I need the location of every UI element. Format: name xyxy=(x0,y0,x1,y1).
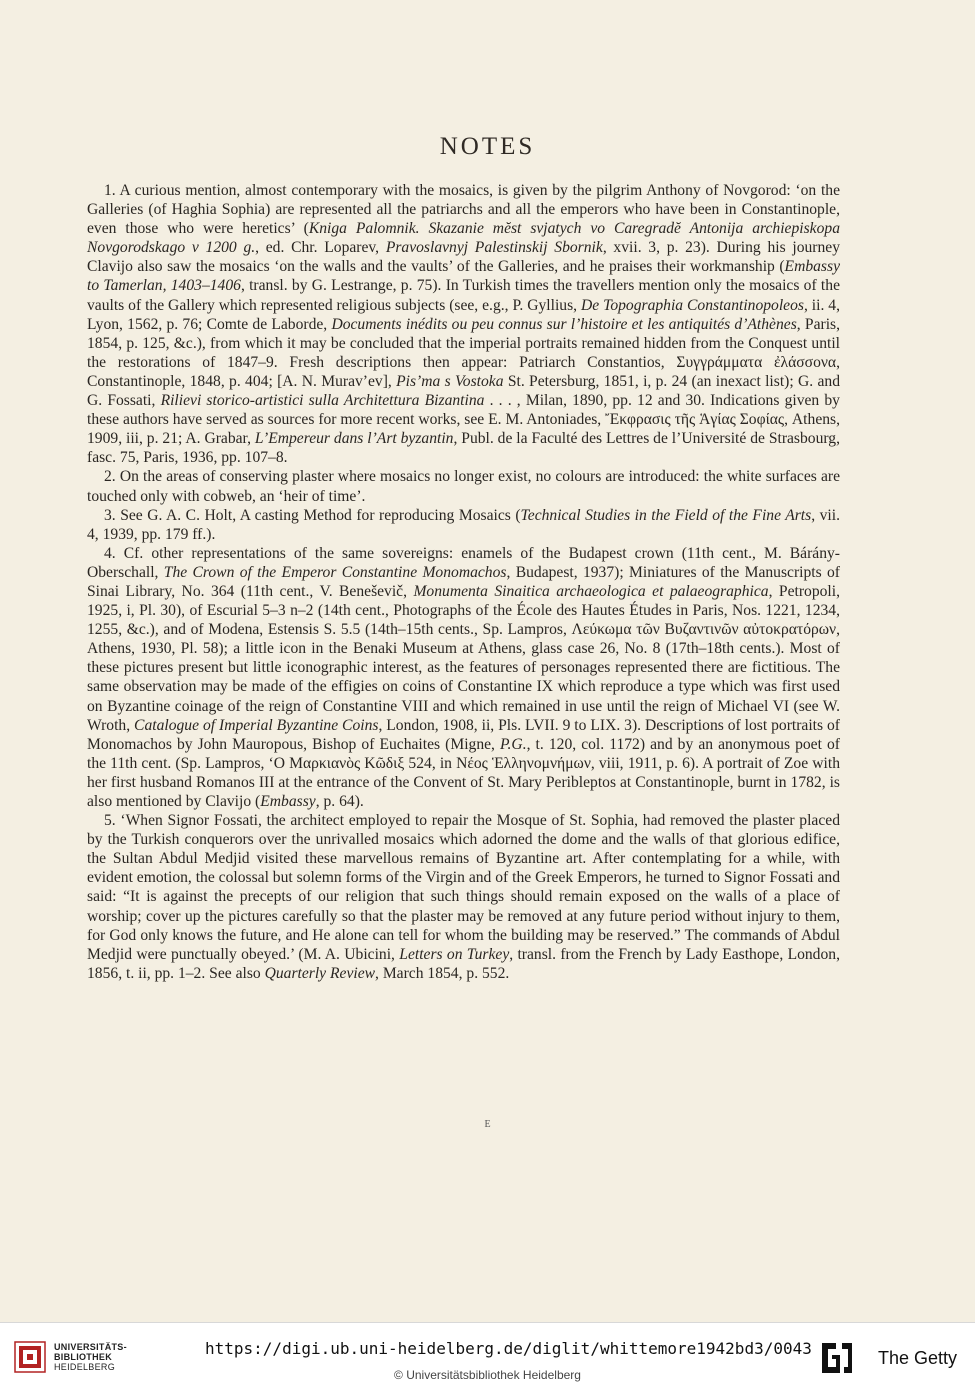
note-text: , p. 64). xyxy=(315,793,364,810)
italic-title: Monumenta Sinaitica archaeologica et palaeographica xyxy=(413,582,769,600)
note-text: 3. See G. A. C. Holt, A casting Method for reproducing Mosaics ( xyxy=(104,506,521,524)
viewer-footer xyxy=(0,1322,975,1395)
getty-logo-icon xyxy=(818,1339,856,1377)
italic-title: Kniga Palomnik. Skazanie mĕst svjatych vo Caregradĕ Antonija archiepiskopa Novgorodskago v 1200 g. xyxy=(87,220,840,257)
library-name-line-1: UNIVERSITÄTS- xyxy=(54,1342,127,1352)
note-text: 1. A curious mention, almost contemporary with the mosaics, is given by the pilgrim Anthony of Novgorod: ‘on the Galleries (of Haghia Sophia) are represented all the patriarchs and all the emperors who have been in Constantinople, even those who were heretics’ ( xyxy=(87,182,840,238)
note-text: , t. 120, col. 1172) and by an anonymous poet of the 11th cent. (Sp. Lampros, ‘Ο Μαρκιανὸς Κῶδιξ 524, in Νέος Ἑλληνομνήμων, viii, 1911, p. 6). A portrait of Zoe with her first husband Romanos III at the entrance of the Convent of St. Mary Peribleptos at Constantinople, burnt in 1782, is also mentioned by Clavijo ( xyxy=(87,735,840,810)
note-text: , London, 1908, ii, Pls. LVII. 9 to LIX. 3). Descriptions of lost portraits of Monomachos by John Mauropous, Bishop of Euchaites (Migne, xyxy=(87,716,840,753)
note-text: , ed. Chr. Loparev, xyxy=(255,239,386,257)
note-text: , transl. by G. Lestrange, p. 75). In Turkish times the travellers mention only the mosaics of the vaults of the Gallery which represented religious subjects (see, e.g., P. Gyllius, xyxy=(87,277,840,314)
library-name-line-2: BIBLIOTHEK xyxy=(54,1352,112,1362)
library-name-line-3: HEIDELBERG xyxy=(54,1362,116,1372)
note-text: 5. ‘When Signor Fossati, the architect employed to repair the Mosque of St. Sophia, had removed the plaster placed by the Turkish conquerors over the unrivalled mosaics which adorned the dome and the walls of that glorious edifice, the Sultan Abdul Medjid visited these marvellous remains of Byzantine art. After contemplating for a while, with evident emotion, the colossal but solemn forms of the Virgin and of the Greek Emperors, he turned to Signor Fossati and said: “It is against the precepts of our religion that such things should remain exposed on the walls of a place of worship; cover up the pictures carefully so that the plaster may be removed at any future period without injury to them, for God only knows the future, and He alone can tell for whom the building may be reserved.” The commands of Abdul Medjid were punctually obeyed.’ (M. A. Ubicini, xyxy=(87,812,840,963)
italic-title: Embassy to Tamerlan, 1403–1406 xyxy=(87,258,840,295)
italic-title: De Topographia Constantinopoleos xyxy=(580,296,804,314)
note-text: , Publ. de la Faculté des Lettres de l’Université de Strasbourg, fasc. 75, Paris, 1936, pp. 107–8. xyxy=(87,430,841,467)
note-text: , Budapest, 1937); Miniatures of the Manuscripts of Sinai Library, No. 364 (11th cent., V. Beneševič, xyxy=(87,563,840,600)
italic-title: Quarterly Review xyxy=(264,964,376,982)
note-text: 2. On the areas of conserving plaster where mosaics no longer exist, no colours are introduced: the white surfaces are touched only with cobweb, an ‘heir of time’. xyxy=(87,468,840,505)
note-3 xyxy=(87,506,840,544)
page-title: NOTES xyxy=(439,133,536,160)
permalink-url[interactable]: https://digi.ub.uni-heidelberg.de/diglit/whittemore1942bd3/0043 xyxy=(205,1339,812,1358)
note-4 xyxy=(87,544,840,811)
italic-title: Technical Studies in the Field of the Fine Arts xyxy=(520,506,812,524)
note-text: , xvii. 3, p. 23). During his journey Clavijo also saw the mosaics ‘on the walls and the vaults’ of the Galleries, and he praises their workmanship ( xyxy=(87,239,840,276)
note-text: , transl. from the French by Lady Easthope, London, 1856, t. ii, pp. 1–2. See also xyxy=(87,945,840,982)
italic-title: Letters on Turkey xyxy=(399,945,510,963)
notes-body xyxy=(87,181,840,983)
note-text: . . . , Milan, 1890, pp. 12 and 30. Indications given by these authors have served as sources for more recent works, see E. M. Antoniades, Ἔκφρασις τῆς Ἁγίας Σοφίας, Athens, 1909, iii, p. 21; A. Grabar, xyxy=(87,392,840,448)
italic-title: L’Empereur dans l’Art byzantin xyxy=(254,430,454,448)
note-text: 4. Cf. other representations of the same sovereigns: enamels of the Budapest crown (11th cent., M. Bárány-Oberschall, xyxy=(87,544,840,581)
italic-title: Embassy xyxy=(260,793,316,810)
note-text: , March 1854, p. 552. xyxy=(375,964,510,982)
note-5 xyxy=(87,811,840,983)
italic-title: Documents inédits ou peu connus sur l’histoire et les antiquités d’Athènes xyxy=(331,315,797,333)
printer-signature: E xyxy=(484,1119,491,1130)
italic-title: Catalogue of Imperial Byzantine Coins xyxy=(134,716,379,734)
italic-title: Pis’ma s Vostoka xyxy=(396,372,504,390)
italic-title: Pravoslavnyj Palestinskij Sbornik xyxy=(385,239,603,257)
note-text: St. Petersburg, 1851, i, p. 24 (an inexact list); G. and G. Fossati, xyxy=(87,372,840,410)
copyright-notice: © Universitätsbibliothek Heidelberg xyxy=(394,1368,581,1382)
note-text: , Petropoli, 1925, i, Pl. 30), of Escurial 5–3 n–2 (14th cent., Photographs of the École des Hautes Études in Paris, Nos. 1221, 1234, 1255, &c.), and of Modena, Estensis S. 5.5 (14th–15th cents., Sp. Lampros, Λεύκωμα τῶν Βυζαντινῶν αὐτοκρατόρων, Athens, 1930, Pl. 58); a little icon in the Benaki Museum at Athens, glass case 26, No. 8 (17th–18th cents.). Most of these pictures present but little iconographic interest, as the features of personages represented there are fictitious. The same observation may be made of the effigies on coins of Constantine IX which reproduce a type which was first used on Byzantine coinage of the reign of Constantine VIII and which remained in use until the reign of Michael VI (see W. Wroth, xyxy=(87,582,840,734)
note-text: , vii. 4, 1939, pp. 179 ff.). xyxy=(87,506,840,543)
getty-name: The Getty xyxy=(878,1348,958,1368)
note-text: , Paris, 1854, p. 125, &c.), from which it may be concluded that the imperial portraits remained hidden from the Conquest until the restorations of 1847–9. Fresh descriptions then appear: Patriarch Constantios, Συγγράμματα ἐλάσσονα, Constantinople, 1848, p. 404; [A. N. Murav’ev], xyxy=(87,315,840,390)
italic-title: Rilievi storico-artistici sulla Architettura Bizantina xyxy=(160,392,485,410)
italic-title: The Crown of the Emperor Constantine Monomachos xyxy=(163,563,507,581)
note-1 xyxy=(87,181,840,467)
italic-title: P.G. xyxy=(500,735,527,753)
note-2 xyxy=(87,467,840,505)
note-text: , ii. 4, Lyon, 1562, p. 76; Comte de Laborde, xyxy=(87,296,840,333)
